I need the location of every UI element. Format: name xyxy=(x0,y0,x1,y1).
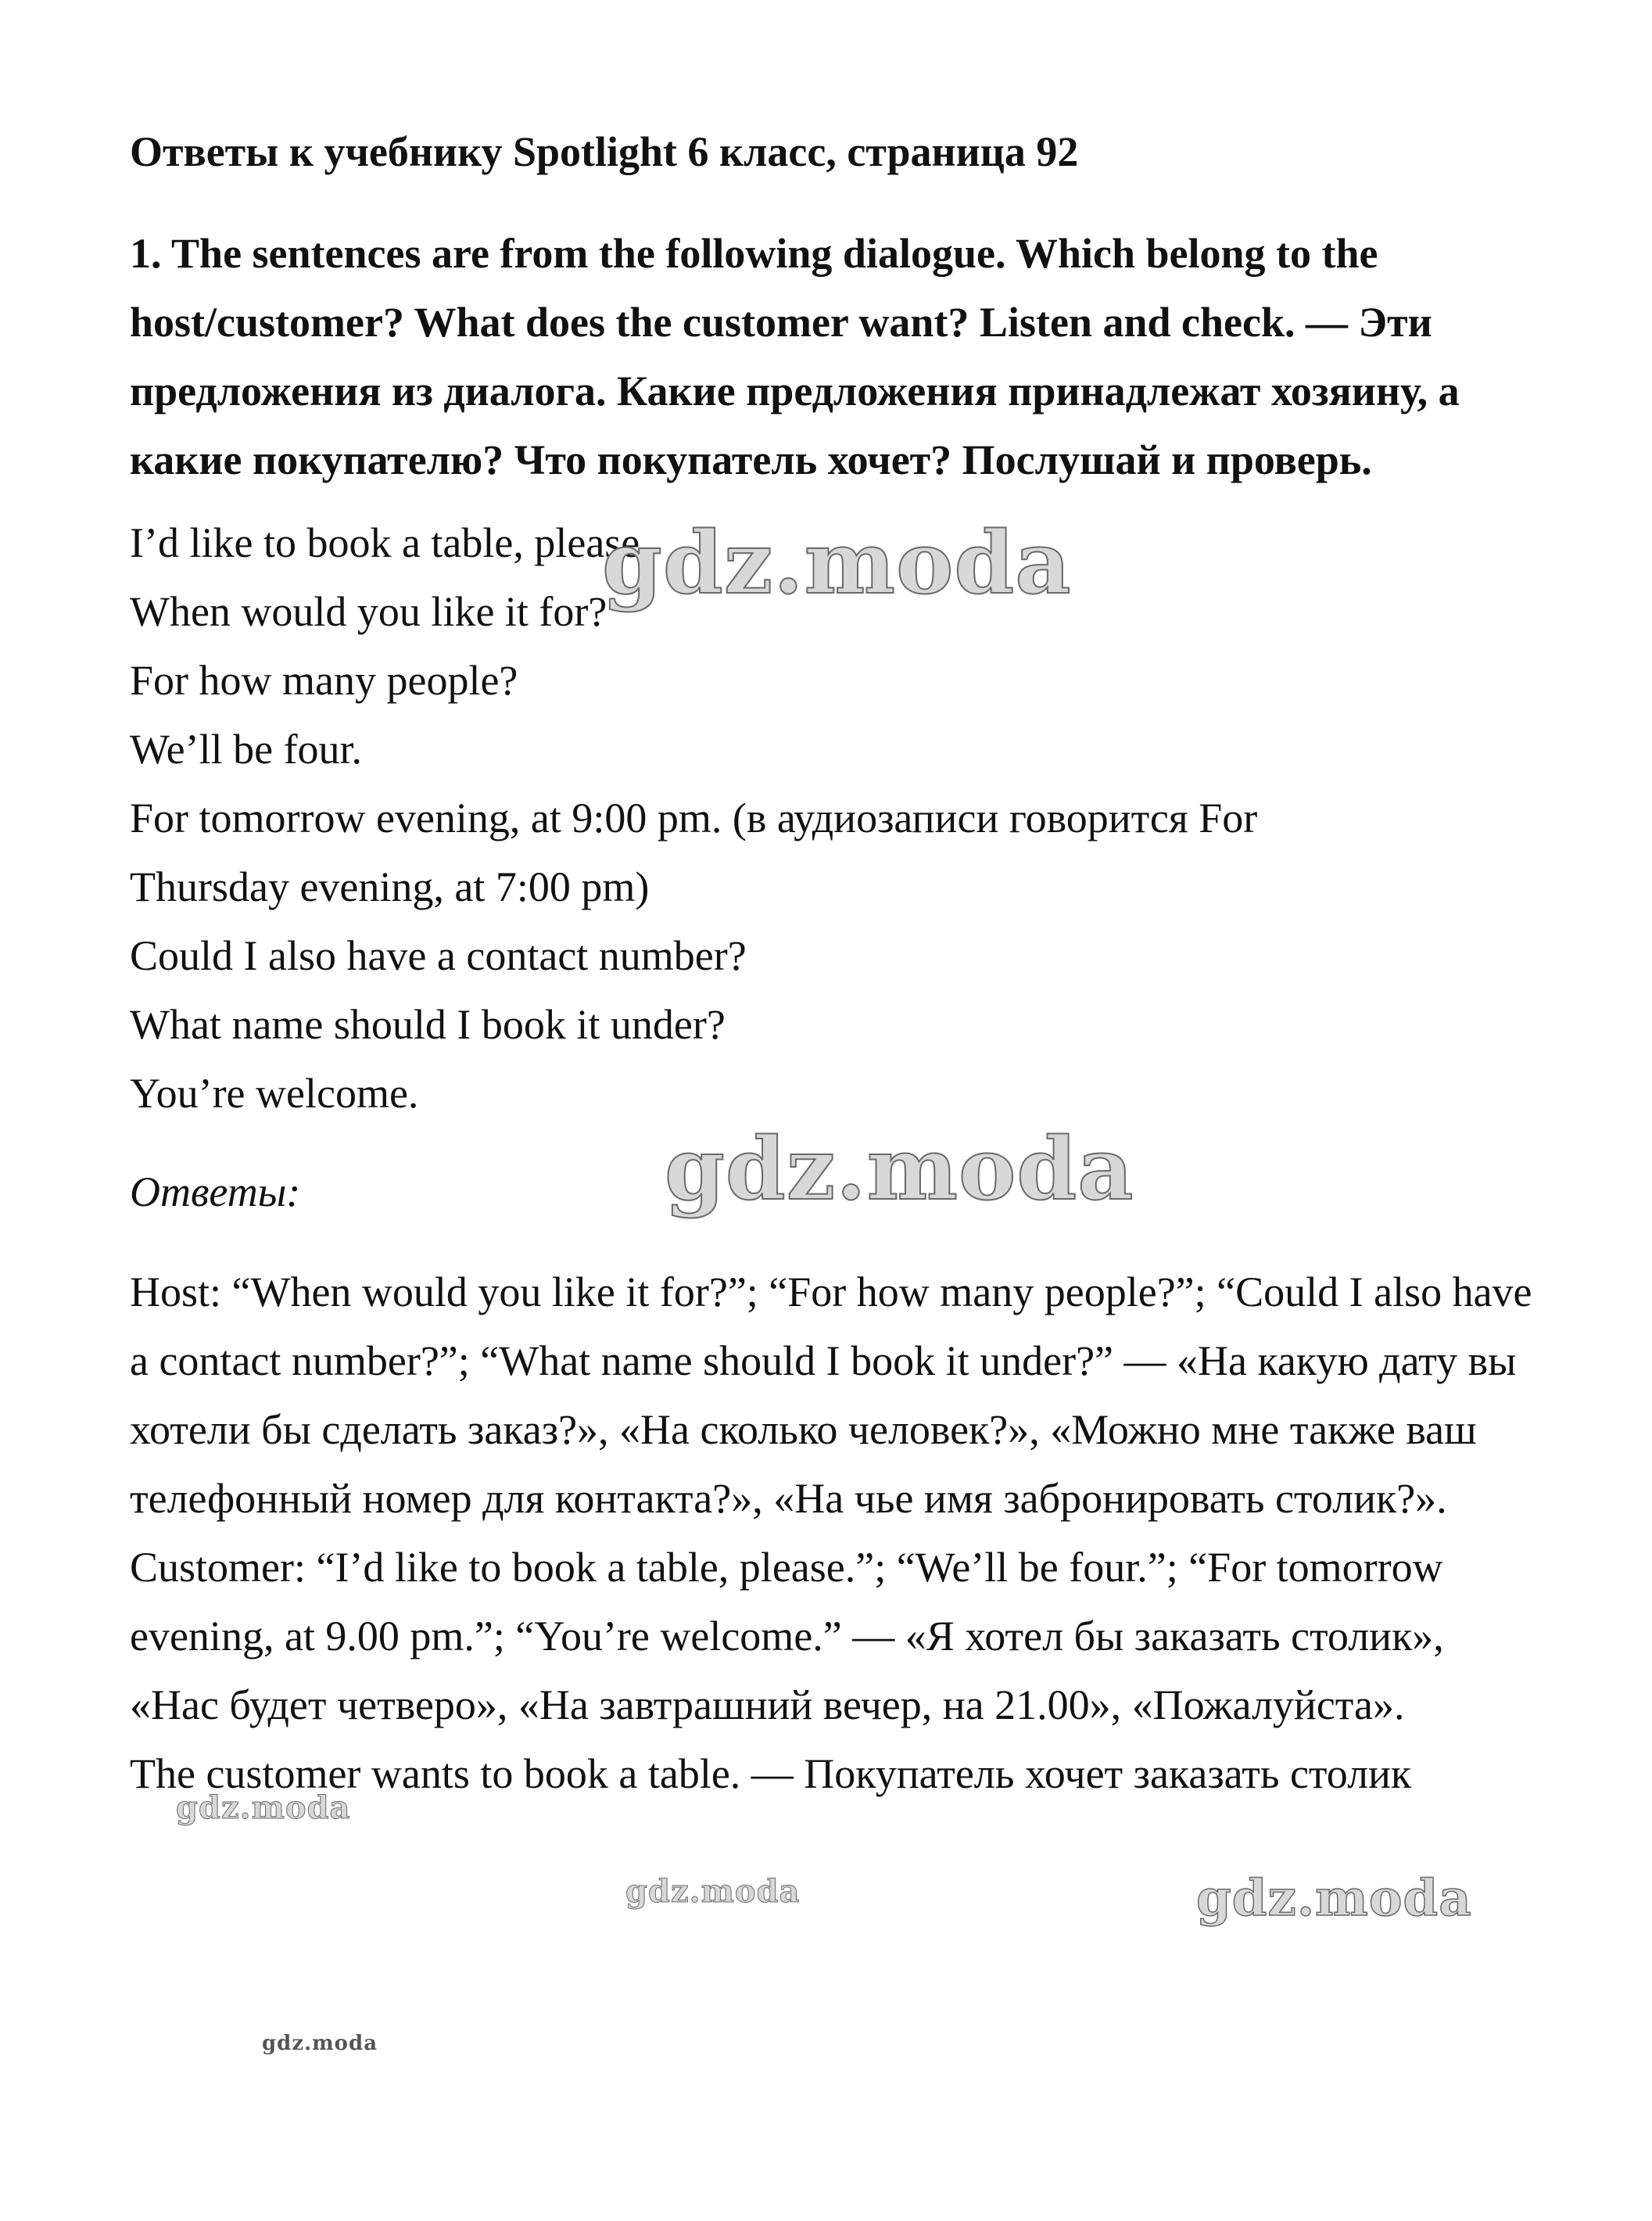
task-instruction: 1. The sentences are from the following dialogue. Which belong to the host/customer? What does the customer want? Listen and check. — Эти предложения из диалога. Какие предложения принадлежат хозяину, а какие покупателю? Что покупатель хочет? Послушай и проверь. xyxy=(130,230,1460,483)
sentence-line: Thursday evening, at 7:00 pm) xyxy=(130,863,650,910)
host-answer: Host: “When would you like it for?”; “For how many people?”; “Could I also have a contact number?”; “What name should I book it under?” — «На какую дату вы хотели бы сделать заказ?», «На сколько человек?», «Можно мне также ваш телефонный номер для контакта?», «На чье имя забронировать столик?». xyxy=(130,1268,1532,1522)
customer-want-answer: The customer wants to book a table. — Покупатель хочет заказать столик xyxy=(130,1750,1412,1797)
sentence-line: When would you like it for? xyxy=(130,588,607,635)
sentence-line: You’re welcome. xyxy=(130,1070,419,1117)
sentence-line: Could I also have a contact number? xyxy=(130,932,747,979)
sentence-line: We’ll be four. xyxy=(130,726,363,773)
answers-heading: Ответы: xyxy=(130,1168,301,1215)
watermark-logo: gdz.moda xyxy=(625,1873,801,1910)
sentence-line: What name should I book it under? xyxy=(130,1001,726,1048)
document-page xyxy=(130,117,1537,1808)
watermark-logo: gdz.moda xyxy=(602,512,1072,613)
watermark-logo: gdz.moda xyxy=(262,2032,378,2055)
watermark-logo: gdz.moda xyxy=(1196,1869,1472,1928)
customer-answer: Customer: “I’d like to book a table, please.”; “We’ll be four.”; “For tomorrow evening, at 9.00 pm.”; “You’re welcome.” — «Я хотел бы заказать столик», «Нас будет четверо», «На завтрашний вечер, на 21.00», «Пожалуйста». xyxy=(130,1544,1444,1728)
watermark-logo: gdz.moda xyxy=(176,1789,351,1826)
sentence-line: For how many people? xyxy=(130,657,518,704)
watermark-logo: gdz.moda xyxy=(665,1118,1134,1219)
sentence-line: I’d like to book a table, please. xyxy=(130,519,650,566)
page-title: Ответы к учебнику Spotlight 6 класс, страница 92 xyxy=(130,128,1079,175)
sentence-line: For tomorrow evening, at 9:00 pm. (в аудиозаписи говорится For xyxy=(130,795,1258,841)
